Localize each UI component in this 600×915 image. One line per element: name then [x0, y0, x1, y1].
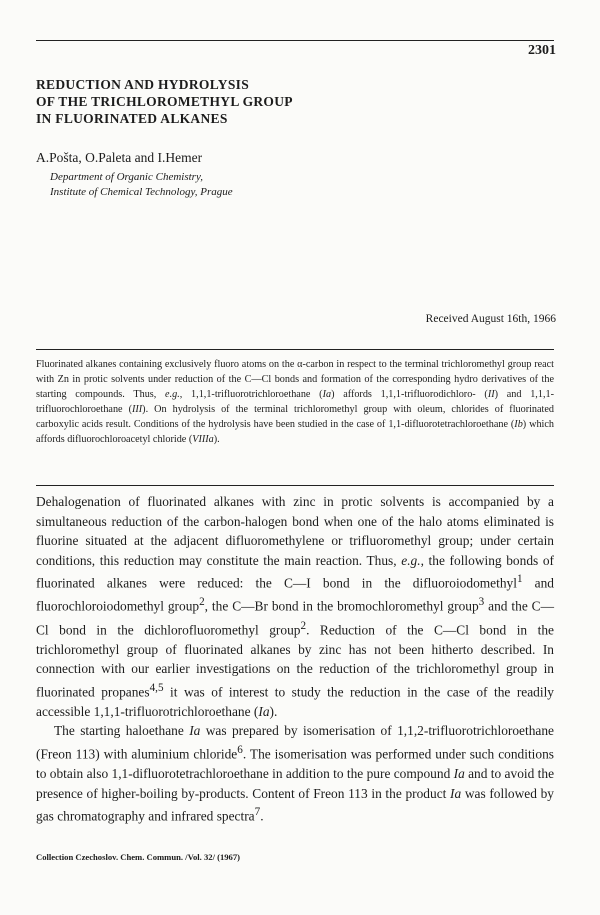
authors: A.Pošta, O.Paleta and I.Hemer [36, 150, 203, 165]
abstract-text: Fluorinated alkanes containing exclusively fluoro atoms on the α-carbon in respect to the terminal trichloromethyl group react with Zn in protic solvents under reduction of the C—Cl bonds and formation of the corresponding hydro derivatives of the starting compounds. Thus, [36, 359, 554, 400]
text-run: , the C—Br bond in the bromochloromethyl group [204, 598, 479, 614]
page-number: 2301 [528, 43, 556, 58]
reference-mark: 2 [300, 619, 307, 632]
text-run: , the following bonds of fluorinated alkanes were reduced: the C—I bond in the difluoroiodomethyl [36, 552, 554, 591]
article-title [36, 76, 456, 127]
compound-label: Ia [450, 785, 462, 801]
abstract-rule-bottom [36, 485, 554, 486]
compound-label: Ia [258, 703, 270, 719]
text-run: it was of interest to study the reduction in the case of the readily accessible 1,1,1-trifluorotrichloroethane ( [36, 684, 554, 719]
affiliation [50, 170, 233, 200]
text-run: Dehalogenation of fluorinated alkanes with zinc in protic solvents is accompanied by a simultaneous reduction of the carbon-halogen bond when one of the halo atoms eliminated is fluorine situated at the adjacent difluoromethylene or trifluoromethyl group; under certain conditions, this reduction may constitute the main reaction. Thus, [36, 494, 554, 568]
affiliation-line: Institute of Chemical Technology, Prague [50, 186, 233, 198]
paragraph [36, 492, 554, 721]
text-run: . [260, 808, 264, 824]
text-run: The starting haloethane [54, 723, 190, 739]
journal-footer: Collection Czechoslov. Chem. Commun. /Vol. 32/ (1967) [36, 852, 241, 862]
received-date: Received August 16th, 1966 [425, 313, 556, 325]
text-run: was followed by gas chromatography and infrared spectra [36, 785, 554, 824]
abstract-text: ). [213, 434, 220, 445]
compound-label: Ib [514, 419, 523, 430]
reference-mark: 7 [254, 806, 261, 819]
text-run: ). [269, 703, 278, 719]
reference-mark: 3 [478, 596, 485, 609]
affiliation-line: Department of Organic Chemistry, [50, 171, 203, 183]
title-line: IN FLUORINATED ALKANES [36, 111, 228, 126]
abstract-text: ) and 1,1,1-trifluorochloroethane ( [36, 389, 554, 415]
italic-text: e.g. [401, 552, 421, 568]
abstract-text: , 1,1,1-trifluorotrichloroethane ( [179, 389, 323, 400]
compound-label: Ia [189, 723, 201, 739]
body-text [36, 492, 554, 826]
text-run: and the C—Cl bond in the dichlorofluoromethyl group [36, 598, 554, 637]
compound-label: Ia [453, 766, 465, 782]
abstract-text: ) affords 1,1,1-trifluorodichloro- ( [331, 389, 488, 400]
reference-mark: 4,5 [149, 681, 164, 694]
compound-label: II [487, 389, 495, 400]
reference-mark: 6 [237, 744, 243, 756]
compound-label: Ia [322, 389, 332, 400]
header-rule [36, 40, 554, 41]
compound-label: VIIIa [192, 434, 214, 445]
reference-mark: 1 [516, 573, 523, 586]
text-run: and to avoid the presence of higher-boiling by-products. Content of Freon 113 in the product [36, 766, 555, 801]
title-line: REDUCTION AND HYDROLYSIS [36, 77, 249, 92]
abstract-text: ) which affords difluorochloroacetyl chloride ( [36, 419, 555, 445]
abstract [36, 357, 554, 447]
abstract-italic: e.g. [165, 389, 180, 400]
reference-mark: 2 [199, 596, 205, 609]
title-line: OF THE TRICHLOROMETHYL GROUP [36, 94, 293, 109]
text-run: . Reduction of the C—Cl bond in the trichloromethyl group of fluorinated alkanes by zinc has not been hitherto described. In connection with our earlier investigations on the reduction of the trichloromethyl group in fluorinated propanes [36, 621, 554, 700]
abstract-text: ). On hydrolysis of the terminal trichloromethyl group with oleum, chlorides of fluorinated carboxylic acids result. Conditions of the hydrolysis have been studied in the case of 1,1-difluorotetrachloroethane ( [36, 404, 554, 430]
abstract-rule-top [36, 349, 554, 350]
paragraph [36, 721, 554, 826]
compound-label: III [131, 404, 143, 415]
text-run: . The isomerisation was performed under such conditions to obtain also 1,1-difluorotetrachloroethane in addition to the pure compound [36, 746, 554, 782]
text-run: and fluorochloroiodomethyl group [36, 575, 554, 614]
text-run: was prepared by isomerisation of 1,1,2-trifluorotrichloroethane (Freon 113) with aluminium chloride [36, 723, 555, 762]
